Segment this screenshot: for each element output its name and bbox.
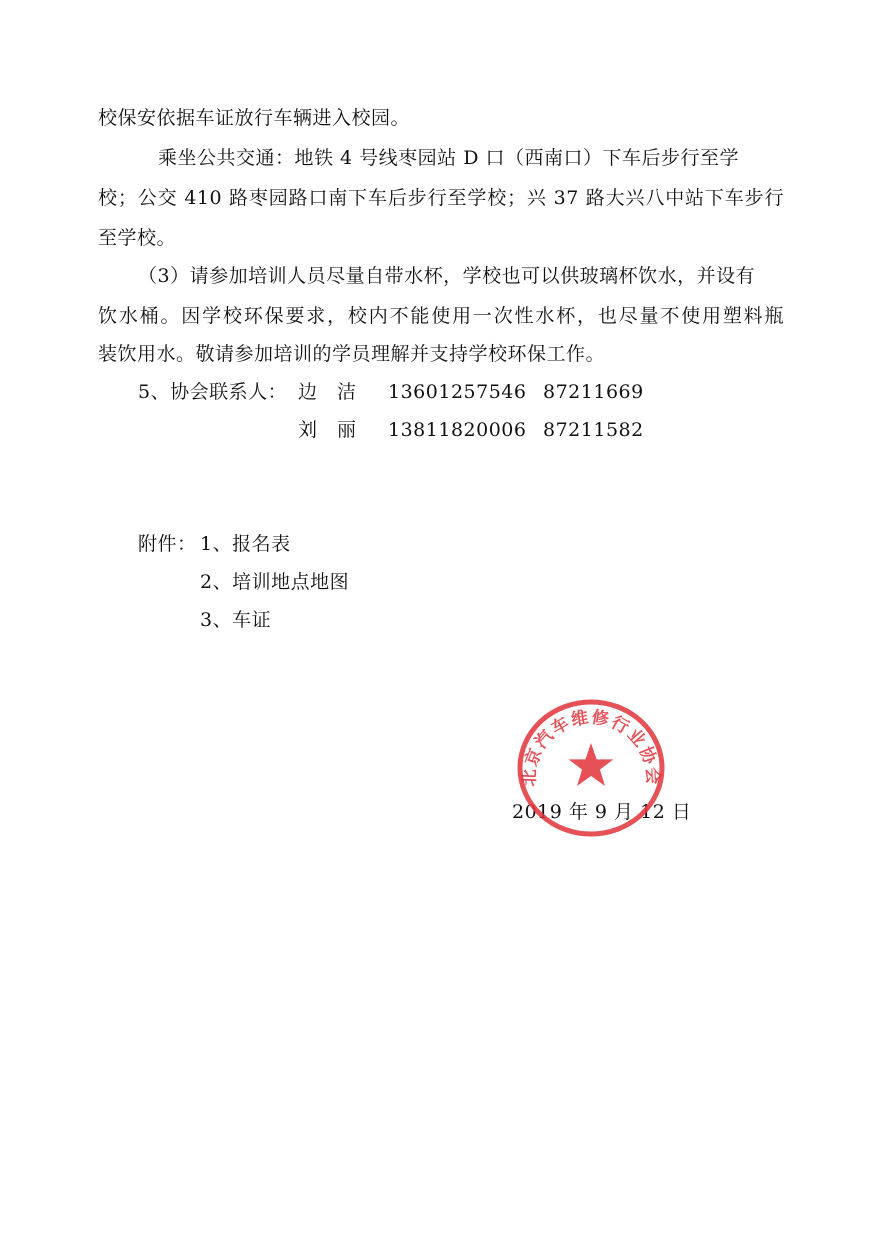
seal-star-icon [569,743,614,786]
attachment-item: 2、培训地点地图 [200,571,350,593]
contact-name: 边 洁 [298,381,357,403]
paragraph-line: （3）请参加培训人员尽量自带水杯，学校也可以供玻璃杯饮水，并设有 [138,265,756,287]
contact-phone: 13601257546 [388,381,527,403]
paragraph-line: 饮水桶。因学校环保要求，校内不能使用一次性水杯，也尽量不使用塑料瓶 [98,305,784,327]
contact-tel: 87211582 [543,419,644,441]
contact-phone: 13811820006 [388,419,527,441]
contacts-label: 5、协会联系人： [138,381,288,403]
contact-name: 刘 丽 [298,419,357,441]
paragraph-line: 装饮用水。敬请参加培训的学员理解并支持学校环保工作。 [98,343,606,365]
official-seal [515,698,667,838]
attachment-item: 3、车证 [200,609,272,631]
contact-tel: 87211669 [543,381,644,403]
paragraph-line: 乘坐公共交通：地铁 4 号线枣园站 D 口（西南口）下车后步行至学 [158,147,739,169]
seal-text: 北京汽车维修行业协会 [519,707,663,787]
paragraph-line: 至学校。 [98,227,177,249]
attachment-item: 1、报名表 [200,533,291,555]
attachments-label: 附件： [138,533,197,555]
document-date: 2019 年 9 月 12 日 [512,801,692,823]
paragraph-line: 校保安依据车证放行车辆进入校园。 [98,107,411,129]
paragraph-line: 校；公交 410 路枣园路口南下车后步行至学校；兴 37 路大兴八中站下车步行 [98,187,784,209]
